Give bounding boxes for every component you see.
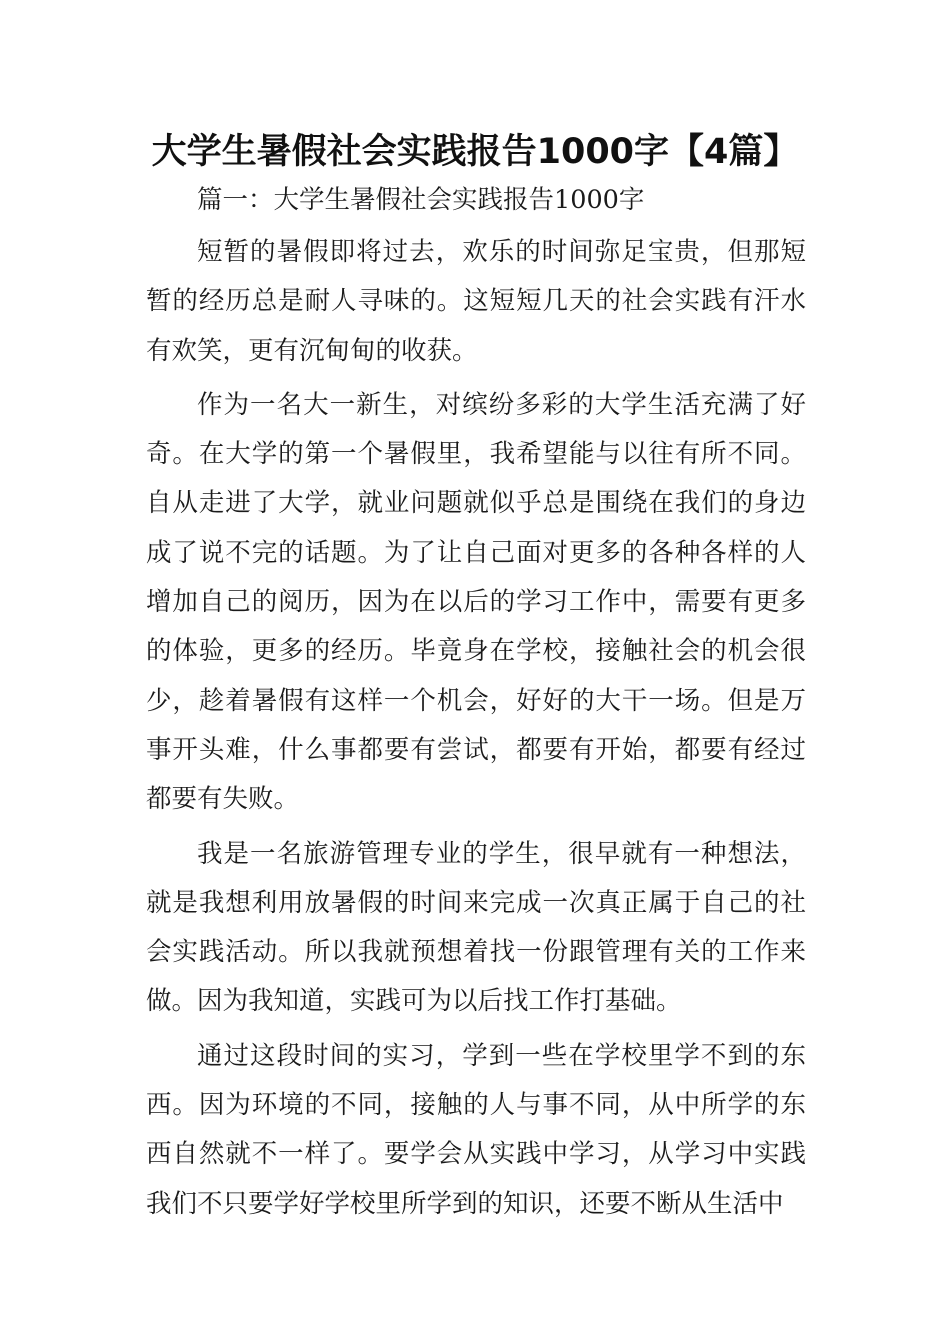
paragraph-3: 我是一名旅游管理专业的学生，很早就有一种想法，就是我想利用放暑假的时间来完成一次真正属于自己的社会实践活动。所以我就预想着找一份跟管理有关的工作来做。因为我知道，实践可为以后找工作打基础。 — [146, 838, 806, 1017]
paragraph-4: 通过这段时间的实习，学到一些在学校里学不到的东西。因为环境的不同，接触的人与事不同，从中所学的东西自然就不一样了。要学会从实践中学习，从学习中实践我们不只要学好学校里所学到的知识，还要不断从生活中 — [146, 1040, 806, 1219]
paragraph-1: 短暂的暑假即将过去，欢乐的时间弥足宝贵，但那短暂的经历总是耐人寻味的。这短短几天的社会实践有汗水有欢笑，更有沉甸甸的收获。 — [146, 237, 806, 366]
paragraph-2: 作为一名大一新生，对缤纷多彩的大学生活充满了好奇。在大学的第一个暑假里，我希望能与以往有所不同。自从走进了大学，就业问题就似乎总是围绕在我们的身边成了说不完的话题。为了让自己面对更多的各种各样的人增加自己的阅历，因为在以后的学习工作中，需要有更多的体验，更多的经历。毕竟身在学校，接触社会的机会很少，趁着暑假有这样一个机会，好好的大干一场。但是万事开头难，什么事都要有尝试，都要有开始，都要有经过都要有失败。 — [146, 389, 806, 815]
document-body — [146, 178, 806, 1229]
section-heading: 篇一：大学生暑假社会实践报告1000字 — [197, 185, 645, 215]
document-title: 大学生暑假社会实践报告1000字【4篇】 — [151, 132, 799, 172]
